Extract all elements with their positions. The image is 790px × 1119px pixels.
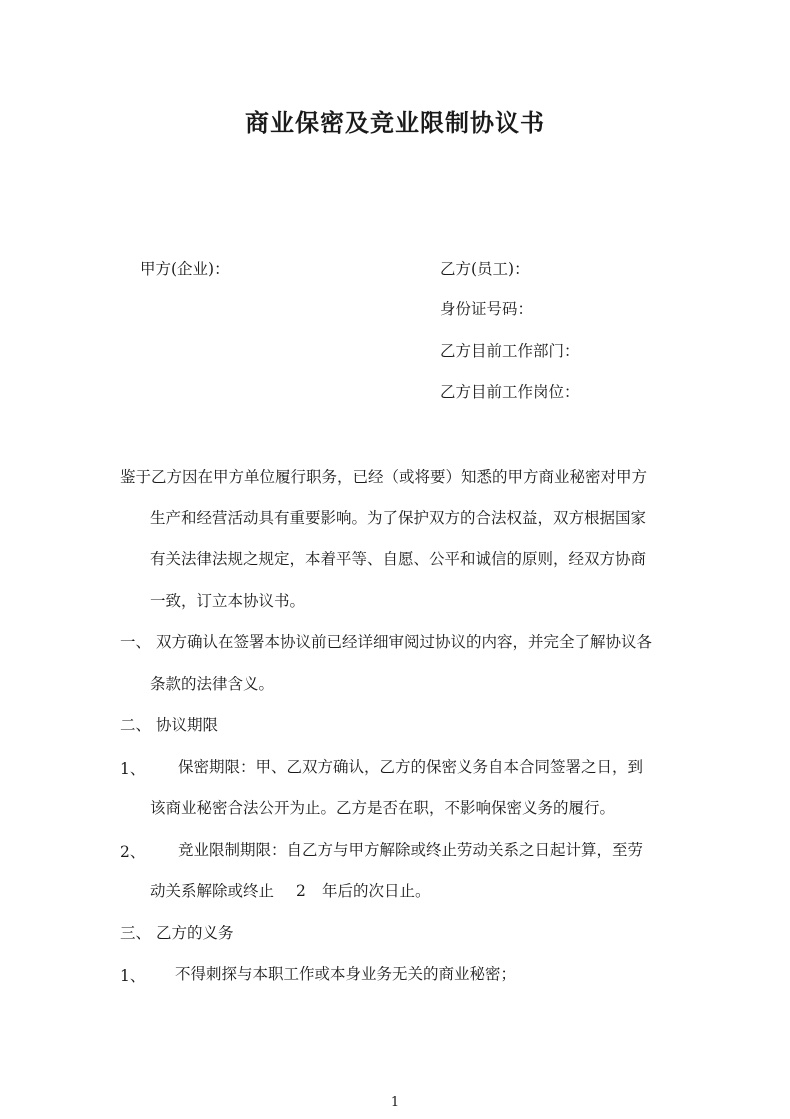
item-2-1-line-2: 该商业秘密合法公开为止。乙方是否在职，不影响保密义务的履行。: [150, 799, 616, 817]
item-2-1-marker: 1、: [120, 760, 146, 778]
section-1-marker: 一、: [120, 633, 152, 651]
item-2-2-marker: 2、: [120, 843, 146, 861]
party-b-label: 乙方(员工)：: [440, 260, 530, 278]
item-2-2-line-2-prefix: 动关系解除或终止: [150, 882, 275, 900]
department-label: 乙方目前工作部门：: [440, 342, 580, 360]
item-2-2-line-1: 竞业限制期限：自乙方与甲方解除或终止劳动关系之日起计算，至劳: [178, 841, 644, 859]
section-3-marker: 三、: [120, 924, 152, 942]
item-3-1-marker: 1、: [120, 967, 146, 985]
preamble-line-4: 一致，订立本协议书。: [150, 592, 306, 610]
item-2-1-line-1: 保密期限：甲、乙双方确认，乙方的保密义务自本合同签署之日，到: [178, 758, 644, 776]
section-2-heading: 协议期限: [156, 716, 219, 734]
document-title: 商业保密及竞业限制协议书: [245, 108, 545, 137]
id-number-label: 身份证号码：: [440, 300, 534, 318]
section-1-line-1: 双方确认在签署本协议前已经详细审阅过协议的内容，并完全了解协议各: [156, 633, 653, 651]
section-2-marker: 二、: [120, 716, 152, 734]
page-number: 1: [390, 1095, 400, 1110]
section-1-line-2: 条款的法律含义。: [150, 675, 275, 693]
section-3-heading: 乙方的义务: [156, 924, 234, 942]
position-label: 乙方目前工作岗位：: [440, 383, 580, 401]
preamble-line-3: 有关法律法规之规定，本着平等、自愿、公平和诚信的原则，经双方协商: [150, 550, 647, 568]
preamble-line-1: 鉴于乙方因在甲方单位履行职务，已经（或将要）知悉的甲方商业秘密对甲方: [120, 468, 648, 486]
party-a-label: 甲方(企业)：: [140, 260, 230, 278]
preamble-line-2: 生产和经营活动具有重要影响。为了保护双方的合法权益，双方根据国家: [150, 509, 647, 527]
item-3-1-line-1: 不得刺探与本职工作或本身业务无关的商业秘密；: [175, 965, 517, 983]
item-2-2-line-2-suffix: 年后的次日止。: [322, 882, 431, 900]
non-compete-years: 2: [296, 882, 306, 900]
